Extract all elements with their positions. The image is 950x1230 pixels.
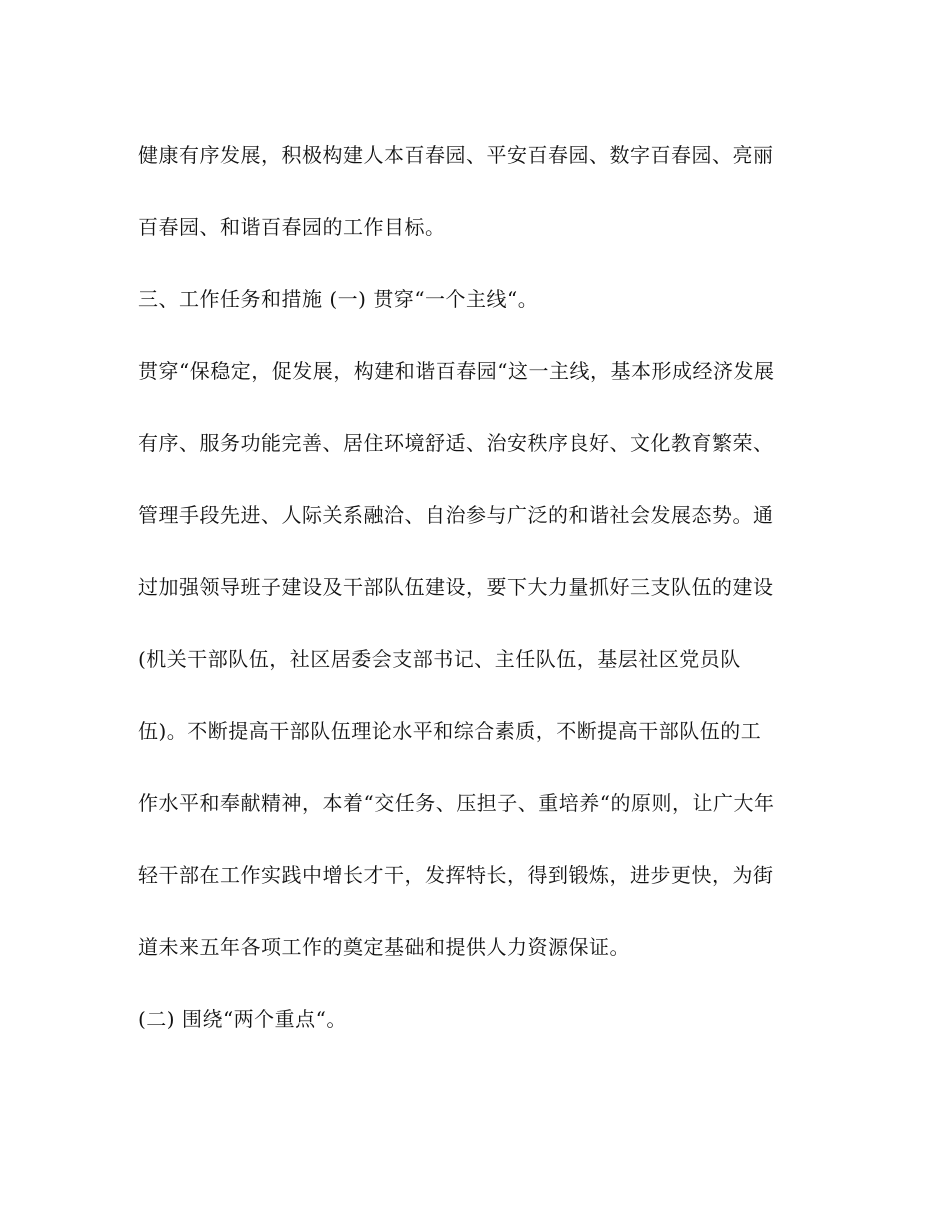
text-line: 伍)。不断提高干部队伍理论水平和综合素质，不断提高干部队伍的工 xyxy=(138,719,762,743)
text-line: 健康有序发展，积极构建人本百春园、平安百春园、数字百春园、亮丽 xyxy=(138,143,774,167)
text-line: 百春园、和谐百春园的工作目标。 xyxy=(138,215,446,239)
text-line: 有序、服务功能完善、居住环境舒适、治安秩序良好、文化教育繁荣、 xyxy=(138,431,774,455)
text-line: 管理手段先进、人际关系融洽、自治参与广泛的和谐社会发展态势。通 xyxy=(138,503,774,527)
text-line: 道未来五年各项工作的奠定基础和提供人力资源保证。 xyxy=(138,935,630,959)
text-line: (机关干部队伍，社区居委会支部书记、主任队伍，基层社区党员队 xyxy=(138,647,741,671)
text-line: 轻干部在工作实践中增长才干，发挥特长，得到锻炼，进步更快，为街 xyxy=(138,863,774,887)
text-line: 过加强领导班子建设及干部队伍建设，要下大力量抓好三支队伍的建设 xyxy=(138,575,774,599)
text-line: 贯穿“保稳定，促发展，构建和谐百春园“这一主线，基本形成经济发展 xyxy=(138,359,775,383)
section-heading: (二) 围绕“两个重点“。 xyxy=(138,1007,347,1031)
section-heading: 三、工作任务和措施 (一) 贯穿“一个主线“。 xyxy=(138,287,539,311)
text-line: 作水平和奉献精神，本着“交任务、压担子、重培养“的原则，让广大年 xyxy=(138,791,775,815)
